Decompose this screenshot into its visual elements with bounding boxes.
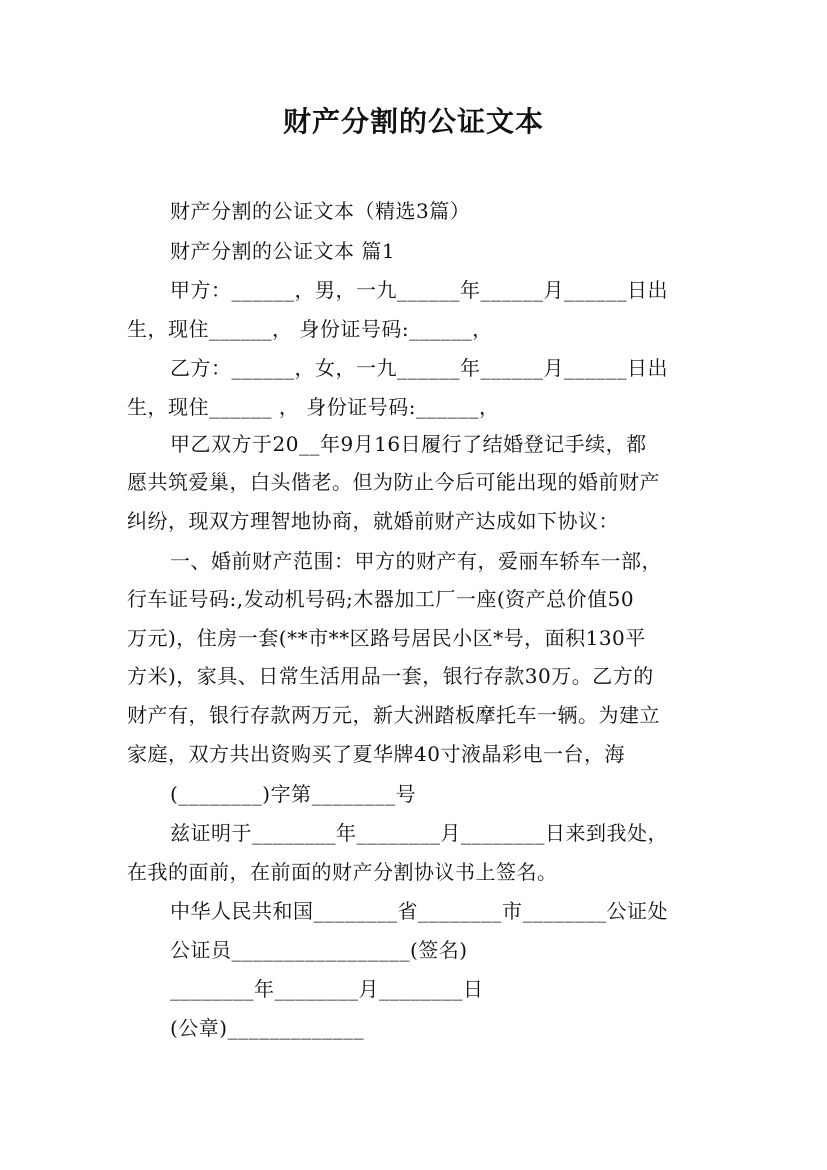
paragraph-line: 财产有，银行存款两万元，新大洲踏板摩托车一辆。为建立 — [127, 703, 660, 727]
notary-signature-line: 公证员_________________(签名) — [170, 938, 468, 962]
paragraph-line: 愿共筑爱巢，白头偕老。但为防止今后可能出现的婚前财产 — [127, 470, 660, 494]
paragraph-line: 行车证号码:,发动机号码;木器加工厂一座(资产总价值50 — [127, 587, 635, 611]
subtitle-line: 财产分割的公证文本（精选3篇） — [170, 199, 471, 223]
paragraph-line: 兹证明于________年________月________日来到我处， — [170, 821, 668, 845]
paragraph-line: 万元)，住房一套(**市**区路号居民小区*号，面积130平 — [127, 626, 646, 650]
notary-office-line: 中华人民共和国________省________市________公证处 — [170, 899, 668, 923]
paragraph-line: 纠纷，现双方理智地协商，就婚前财产达成如下协议： — [127, 509, 619, 533]
paragraph-line: 方米)，家具、日常生活用品一套，银行存款30万。乙方的 — [127, 664, 654, 688]
paragraph-line: 甲乙双方于20__年9月16日履行了结婚登记手续，都 — [170, 432, 647, 456]
paragraph-line: 一、婚前财产范围：甲方的财产有，爱丽车轿车一部， — [170, 549, 662, 573]
certificate-number-line: (________)字第________号 — [170, 782, 417, 806]
document-title: 财产分割的公证文本 — [282, 105, 544, 138]
section-heading: 财产分割的公证文本 篇1 — [170, 239, 396, 263]
official-seal-line: (公章)_____________ — [170, 1016, 365, 1040]
date-line: ________年________月________日 — [170, 977, 484, 1001]
paragraph-line: 生，现住______， 身份证号码:______， — [127, 317, 493, 341]
paragraph-line: 生，现住______ ， 身份证号码:______， — [127, 395, 500, 419]
paragraph-line: 家庭，双方共出资购买了夏华牌40寸液晶彩电一台，海 — [127, 742, 625, 766]
paragraph-line: 乙方：______，女，一九______年______月______日出 — [170, 356, 668, 380]
paragraph-line: 在我的面前，在前面的财产分割协议书上签名。 — [127, 860, 558, 884]
paragraph-line: 甲方：______，男，一九______年______月______日出 — [170, 278, 668, 302]
